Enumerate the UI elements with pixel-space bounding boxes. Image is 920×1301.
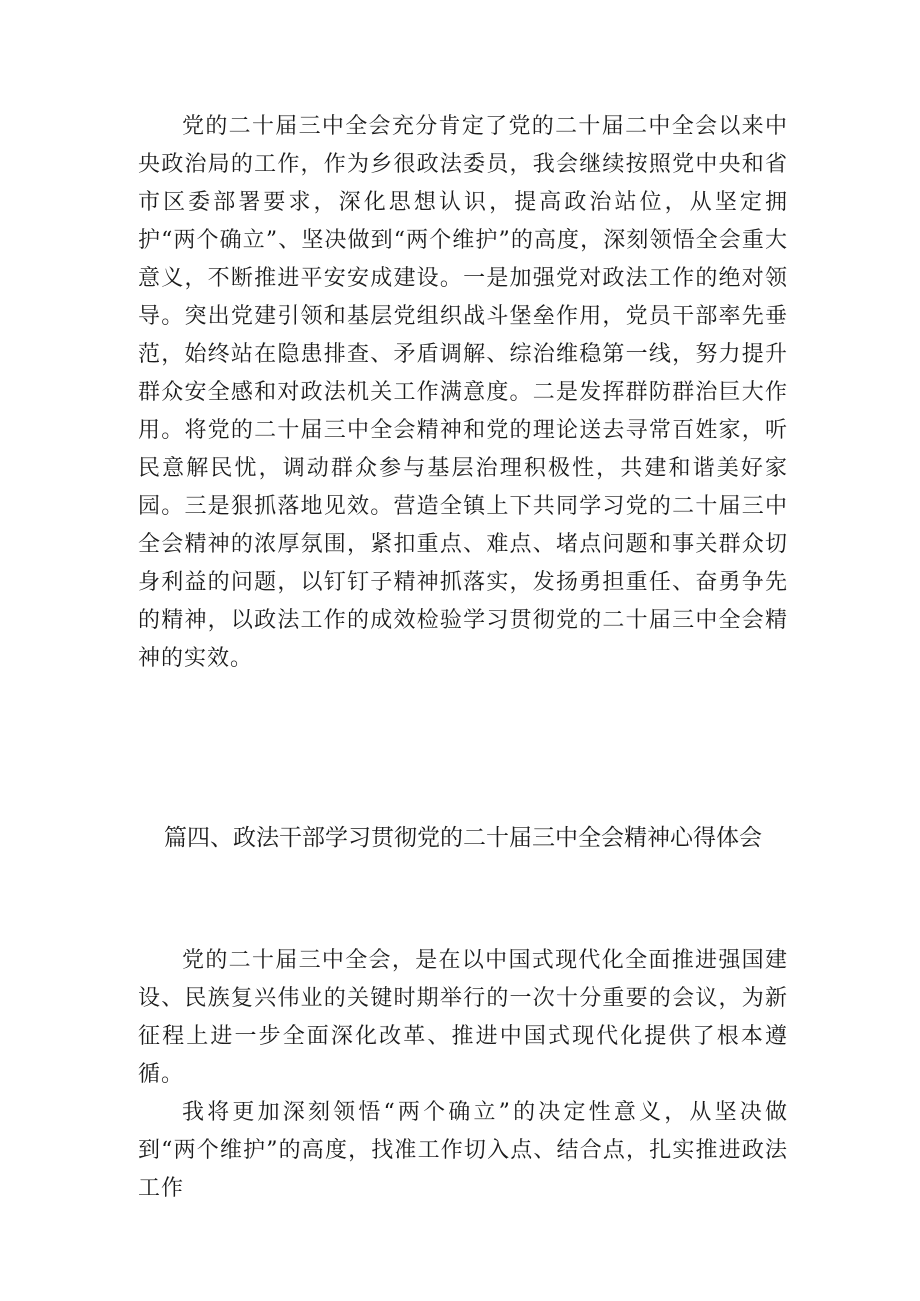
section-heading: 篇四、政法干部学习贯彻党的二十届三中全会精神心得体会 [164, 825, 762, 851]
body-paragraph-3: 我将更加深刻领悟“两个确立”的决定性意义，从坚决做到“两个维护”的高度，找准工作切入点、结合点，扎实推进政法工作 [138, 1100, 788, 1201]
body-paragraph-2: 党的二十届三中全会，是在以中国式现代化全面推进强国建设、民族复兴伟业的关键时期举行的一次十分重要的会议，为新征程上进一步全面深化改革、推进中国式现代化提供了根本遵循。 [138, 948, 788, 1087]
body-paragraph-1: 党的二十届三中全会充分肯定了党的二十届二中全会以来中央政治局的工作，作为乡很政法委员，我会继续按照党中央和省市区委部署要求，深化思想认识，提高政治站位，从坚定拥护“两个确立”、坚决做到“两个维护”的高度，深刻领悟全会重大意义，不断推进平安安成建设。一是加强党对政法工作的绝对领导。突出党建引领和基层党组织战斗堡垒作用，党员干部率先垂范，始终站在隐患排查、矛盾调解、综治维稳第一线，努力提升群众安全感和对政法机关工作满意度。二是发挥群防群治巨大作用。将党的二十届三中全会精神和党的理论送去寻常百姓家，听民意解民忧，调动群众参与基层治理积极性，共建和谐美好家园。三是狠抓落地见效。营造全镇上下共同学习党的二十届三中全会精神的浓厚氛围，紧扣重点、难点、堵点问题和事关群众切身利益的问题，以钉钉子精神抓落实，发扬勇担重任、奋勇争先的精神，以政法工作的成效检验学习贯彻党的二十届三中全会精神的实效。 [138, 114, 788, 671]
